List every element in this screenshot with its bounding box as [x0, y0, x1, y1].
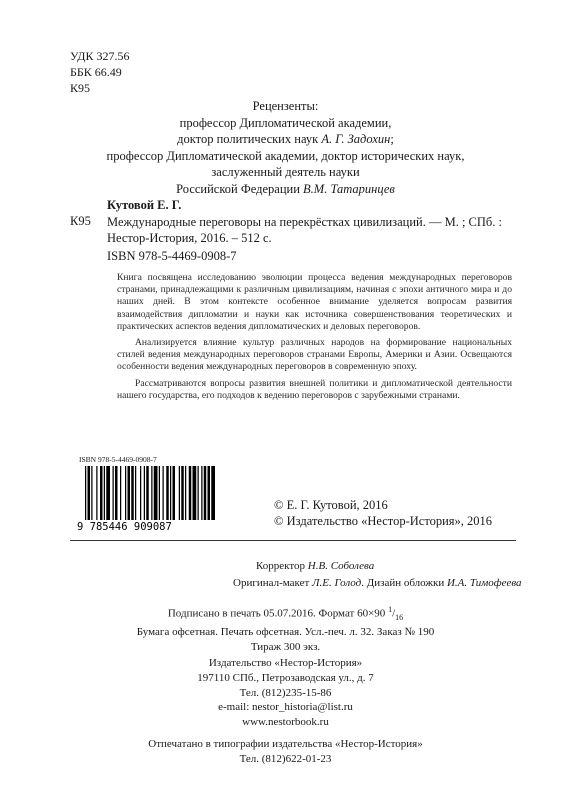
format-fraction-den: 16 — [395, 612, 404, 622]
barcode-bar — [163, 466, 164, 520]
layout-label: Оригинал-макет — [233, 577, 313, 589]
divider — [70, 540, 516, 541]
copyright-block — [274, 497, 492, 529]
barcode-bar — [208, 466, 211, 520]
reviewers-block — [0, 98, 571, 197]
udk-code: УДК 327.56 — [70, 49, 130, 63]
format-fraction-num: 1 — [388, 605, 393, 614]
reviewer-name: А. Г. Задохин — [321, 132, 391, 146]
corrector-label: Корректор — [256, 560, 308, 572]
barcode-bar — [193, 466, 197, 520]
annotation-paragraph: Анализируется влияние культур различных народов на формирование национальных стилей ведения международных переговоров странами Европы, Америки и Азии. Освещаются особенности ведения международных переговоров в современную эпоху. — [117, 337, 512, 373]
reviewer-line: профессор Дипломатической академии, доктор исторических наук, — [106, 148, 465, 163]
barcode-bar — [211, 466, 215, 520]
barcode-bar — [179, 466, 180, 520]
publisher-website: www.nestorbook.ru — [242, 716, 329, 729]
bibliographic-record — [107, 214, 502, 246]
cover-label: . Дизайн обложки — [361, 577, 447, 589]
barcode-bar — [201, 466, 202, 520]
layout-name: Л.Е. Голод — [312, 577, 362, 589]
barcode-bar — [140, 466, 141, 520]
barcode-bar — [181, 466, 184, 520]
barcode-bar — [91, 466, 92, 520]
print-details — [0, 603, 571, 654]
barcode-bar — [96, 466, 97, 520]
layout-line — [233, 575, 522, 591]
book-author: Кутовой Е. Г. — [107, 198, 182, 212]
barcode-bar — [120, 466, 121, 520]
publisher-info — [0, 656, 571, 730]
barcode-bar — [125, 466, 126, 520]
annotation-paragraph: Книга посвящена исследованию эволюции процесса ведения международных переговоров странами, принадлежащими к различным цивилизациям, начиная с эпохи античного мира и до наших дней. В этом контексте особенное внимание уделяется вопросам развития взаимодействия дипломатии и науки как источника совершенствования теоретических и практических аспектов ведения дипломатических и деловых переговоров. — [117, 272, 512, 332]
barcode-image — [75, 464, 245, 532]
corrector-line — [256, 558, 374, 574]
barcode-bar — [159, 466, 160, 520]
copyright-author: © Е. Г. Кутовой, 2016 — [274, 498, 388, 512]
reviewers-heading: Рецензенты: — [252, 99, 319, 113]
reviewer-line — [0, 131, 571, 148]
barcode-bar — [135, 466, 136, 520]
corrector-name: Н.В. Соболева — [307, 560, 375, 572]
barcode-bar — [173, 466, 176, 520]
classification-codes — [70, 48, 129, 96]
cover-name: И.А. Тимофеева — [446, 577, 522, 589]
layout-credits — [233, 575, 522, 591]
barcode-bar — [88, 466, 91, 520]
barcode-bar — [100, 466, 103, 520]
barcode-bar — [106, 466, 110, 520]
publisher-name: Издательство «Нестор-История» — [208, 657, 363, 669]
barcode-bar — [189, 466, 192, 520]
author-sign-code: К95 — [70, 81, 91, 95]
barcode-bar — [154, 466, 158, 520]
barcode-digits: 9 785446 909087 — [77, 521, 172, 532]
barcode-bar — [115, 466, 118, 520]
barcode-bar — [146, 466, 149, 520]
printing-house-info — [0, 737, 571, 767]
barcode-bar — [131, 466, 134, 520]
reviewer-punct: ; — [390, 132, 394, 146]
bib-code: К95 — [70, 214, 91, 228]
barcode-bar — [113, 466, 114, 520]
printing-house-phone: Тел. (812)622-01-23 — [239, 753, 332, 765]
reviewer-name: В.М. Татаринцев — [303, 181, 395, 196]
reviewer-title: Российской Федерации — [176, 181, 304, 196]
annotation — [117, 272, 512, 406]
reviewer-line: заслуженный деятель науки — [211, 165, 360, 179]
barcode-bar — [104, 466, 105, 520]
annotation-paragraph: Рассматриваются вопросы развития внешней политики и дипломатической деятельности нашего государства, его подходов к ведению переговоров с зарубежными странами. — [117, 377, 512, 401]
barcode-bar — [170, 466, 171, 520]
signed-text: Подписано в печать 05.07.2016. Формат 60×90 — [167, 607, 386, 620]
barcode-bar — [128, 466, 131, 520]
barcode-bar — [166, 466, 169, 520]
reviewer-line: профессор Дипломатической академии, — [179, 115, 392, 130]
bbk-code: ББК 66.49 — [70, 65, 122, 79]
barcode-bar — [198, 466, 199, 520]
barcode-isbn-label: ISBN 978-5-4469-0908-7 — [79, 455, 157, 464]
barcode-bar — [185, 466, 186, 520]
barcode-bar — [151, 466, 152, 520]
printing-house-line: Отпечатано в типографии издательства «Нестор-История» — [148, 738, 423, 750]
circulation-line: Тираж 300 экз. — [250, 640, 321, 653]
bib-publisher-line: Нестор-История, 2016. – 512 с. — [107, 231, 272, 245]
barcode-bar — [85, 466, 86, 520]
reviewer-line — [0, 181, 571, 198]
copyright-publisher: © Издательство «Нестор-История», 2016 — [274, 514, 493, 528]
staff-credits — [256, 558, 374, 574]
publisher-phone: Тел. (812)235-15-86 — [239, 686, 332, 699]
reviewer-title: доктор политических наук — [177, 132, 322, 146]
signed-line: Подписано в печать 05.07.2016. Формат 60×90 $^1/_{16}$ — [167, 605, 404, 622]
barcode-bar — [204, 466, 207, 520]
barcode-bar — [144, 466, 145, 520]
publisher-email: e-mail: nestor_historia@list.ru — [218, 701, 353, 714]
bib-title-line: Международные переговоры на перекрёстках цивилизаций. — М. ; СПб. : — [107, 215, 503, 229]
isbn-line: ISBN 978-5-4469-0908-7 — [107, 249, 237, 263]
publisher-address: 197110 СПб., Петрозаводская ул., д. 7 — [197, 671, 374, 684]
paper-line: Бумага офсетная. Печать офсетная. Усл.-печ. л. 32. Заказ № 190 — [136, 626, 435, 639]
